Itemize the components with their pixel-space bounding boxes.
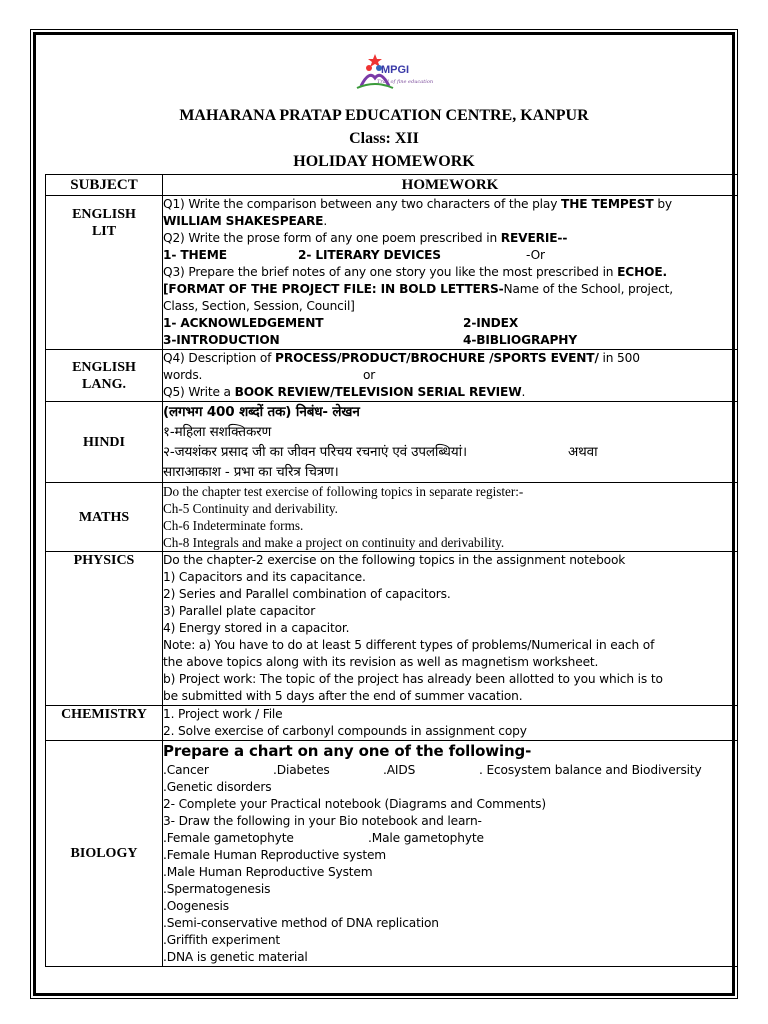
table-row-english-lang — [46, 350, 738, 402]
text: Q3) Prepare the brief notes of any one story you like the most prescribed in — [163, 265, 618, 279]
text: 2. Solve exercise of carbonyl compounds in assignment copy — [163, 724, 527, 738]
text: .Male Human Reproductive System — [163, 865, 373, 879]
school-logo — [355, 52, 445, 92]
homework-chemistry — [163, 706, 738, 741]
table-row-hindi — [46, 402, 738, 483]
table-row-biology — [46, 741, 738, 967]
text: 4-BIBLIOGRAPHY — [463, 333, 577, 347]
text: 3-INTRODUCTION — [163, 333, 280, 347]
text: 1. Project work / File — [163, 707, 283, 721]
table-row-maths — [46, 483, 738, 552]
text: साराआकाश - प्रभा का चरित्र चित्रण। — [163, 464, 339, 480]
subject-english-lit — [46, 196, 163, 350]
text: 2) Series and Parallel combination of capacitors. — [163, 587, 451, 601]
text: the above topics along with its revision as well as magnetism worksheet. — [163, 655, 599, 669]
text: अथवा — [568, 444, 598, 460]
text: Prepare a chart on any one of the following- — [163, 742, 532, 760]
homework-table — [45, 174, 738, 967]
text: be submitted with 5 days after the end of summer vacation. — [163, 689, 523, 703]
text: .Diabetes — [273, 763, 330, 777]
subject-hindi: HINDI — [46, 402, 163, 483]
text: ECHOE. — [617, 265, 667, 279]
text: WILLIAM SHAKESPEARE — [163, 214, 324, 228]
text: Q5) Write a — [163, 385, 235, 399]
logo-tagline: Trail of fine education — [377, 79, 434, 85]
text: Ch-5 Continuity and derivability. — [163, 501, 338, 516]
subject-maths: MATHS — [46, 483, 163, 552]
text: .Male gametophyte — [368, 831, 484, 845]
text: Name of the School, project, — [503, 282, 673, 296]
text: words. — [163, 368, 203, 382]
text: Q1) Write the comparison between any two characters of the play — [163, 197, 562, 211]
text: Q4) Description of — [163, 351, 276, 365]
text: . — [323, 214, 328, 228]
text: .Female gametophyte — [163, 831, 294, 845]
text: REVERIE-- — [500, 231, 568, 245]
table-row-chemistry — [46, 706, 738, 741]
text: by — [653, 197, 672, 211]
document-title: HOLIDAY HOMEWORK — [293, 153, 475, 170]
text: . — [521, 385, 526, 399]
logo-text: MPGI — [381, 64, 410, 76]
text: Class, Section, Session, Council] — [163, 299, 355, 313]
text: 4) Energy stored in a capacitor. — [163, 621, 350, 635]
subject-label: LIT — [91, 223, 117, 239]
text: b) Project work: The topic of the project has already been allotted to you which is to — [163, 672, 663, 686]
text: Do the chapter test exercise of following topics in separate register:- — [163, 484, 524, 499]
subject-chemistry: CHEMISTRY — [46, 706, 163, 741]
text: THE TEMPEST — [561, 197, 654, 211]
text: 2- LITERARY DEVICES — [298, 248, 441, 262]
text: .Spermatogenesis — [163, 882, 271, 896]
text: 1- THEME — [163, 248, 227, 262]
table-row-physics — [46, 552, 738, 706]
text: .Oogenesis — [163, 899, 229, 913]
text: .DNA is genetic material — [163, 950, 308, 964]
text: PROCESS/PRODUCT/BROCHURE /SPORTS EVENT/ — [275, 351, 599, 365]
homework-physics — [163, 552, 738, 706]
text: (लगभग 400 शब्दों तक) निबंध- लेखन — [163, 404, 360, 420]
text: .Cancer — [163, 763, 209, 777]
text: BOOK REVIEW/TELEVISION SERIAL REVIEW — [234, 385, 522, 399]
text: २-जयशंकर प्रसाद जी का जीवन परिचय रचनाएं एवं उपलब्धियां। — [163, 444, 467, 460]
text: in 500 — [598, 351, 640, 365]
text: 3- Draw the following in your Bio notebook and learn- — [163, 814, 482, 828]
text: Ch-6 Indeterminate forms. — [163, 518, 304, 533]
text: 3) Parallel plate capacitor — [163, 604, 316, 618]
text: .Genetic disorders — [163, 780, 272, 794]
text: Ch-8 Integrals and make a project on continuity and derivability. — [163, 535, 505, 550]
text: .AIDS — [383, 763, 416, 777]
school-name: MAHARANA PRATAP EDUCATION CENTRE, KANPUR — [179, 107, 589, 124]
subject-label: LANG. — [82, 376, 126, 392]
text: .Semi-conservative method of DNA replication — [163, 916, 439, 930]
text: [FORMAT OF THE PROJECT FILE: IN BOLD LETTERS- — [163, 282, 504, 296]
text: 1) Capacitors and its capacitance. — [163, 570, 366, 584]
subject-label: ENGLISH — [72, 206, 136, 222]
text: . Ecosystem balance and Biodiversity — [479, 763, 702, 777]
subject-biology: BIOLOGY — [46, 741, 163, 967]
text: 1- ACKNOWLEDGEMENT — [163, 316, 324, 330]
text: 2- Complete your Practical notebook (Diagrams and Comments) — [163, 797, 546, 811]
text: Q2) Write the prose form of any one poem prescribed in — [163, 231, 501, 245]
text: -Or — [526, 248, 545, 262]
col-homework-header: HOMEWORK — [163, 175, 738, 196]
text: .Griffith experiment — [163, 933, 281, 947]
homework-hindi — [163, 402, 738, 483]
table-header-row — [46, 175, 738, 196]
text: Do the chapter-2 exercise on the following topics in the assignment notebook — [163, 553, 626, 567]
homework-biology — [163, 741, 738, 967]
class-line: Class: XII — [349, 130, 419, 147]
table-row-english-lit — [46, 196, 738, 350]
subject-label: ENGLISH — [72, 359, 136, 375]
subject-physics: PHYSICS — [46, 552, 163, 706]
homework-english-lit — [163, 196, 738, 350]
subject-english-lang — [46, 350, 163, 402]
text: or — [363, 368, 376, 382]
homework-maths — [163, 483, 738, 552]
col-subject-header: SUBJECT — [46, 175, 163, 196]
homework-english-lang — [163, 350, 738, 402]
text: .Female Human Reproductive system — [163, 848, 387, 862]
text: १-महिला सशक्तिकरण — [163, 424, 272, 440]
text: Note: a) You have to do at least 5 different types of problems/Numerical in each of — [163, 638, 655, 652]
text: 2-INDEX — [463, 316, 519, 330]
